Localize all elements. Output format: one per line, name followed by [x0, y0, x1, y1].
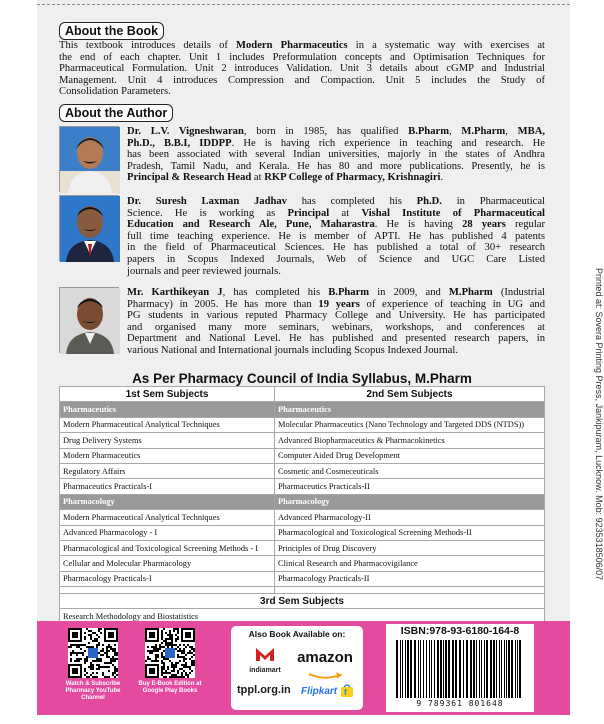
subject-cell: Pharmacology Practicals-I — [60, 571, 275, 586]
author-2-bio-line: Education and Research Ale, Pune, Maharastra. He is having 28 years regular — [127, 219, 545, 231]
qr1-caption: Watch & Subscribe Pharmacy YouTube Channel — [65, 681, 121, 701]
author-1-bio-line: Ph.D., B.B.I, IDDPP. He is having rich experience in teaching and research. He — [127, 137, 545, 149]
subject-row — [60, 525, 545, 540]
isbn-number: ISBN:978-93-6180-164-8 — [400, 625, 520, 637]
back-cover — [37, 0, 604, 715]
subject-row — [60, 433, 545, 448]
about-book-text — [59, 40, 545, 98]
subject-cell: Pharmacology — [60, 494, 275, 509]
category-row — [60, 494, 545, 509]
subject-cell: Drug Delivery Systems — [60, 433, 275, 448]
subject-row — [60, 540, 545, 555]
author-1-photo — [59, 126, 119, 192]
subject-cell: Advanced Biopharmaceutics & Pharmacokinetics — [275, 433, 545, 448]
also-available-box — [231, 626, 363, 710]
author-3-bio-line: Mr. Karthikeyan J, has completed his B.Pharm in 2009, and M.Pharm (Industrial — [127, 287, 545, 298]
about-book-line: Pharmaceutical Formulation. Unit 2 introduces Validation. Unit 3 details about cGMP and Industrial — [59, 63, 545, 75]
author-3-bio-line: Pharmacy) in 2005. He has more than 19 years of experience of teaching in UG and — [127, 298, 545, 310]
subject-cell: Pharmaceutics Practicals-II — [275, 479, 545, 494]
author-2-bio-line: Dr. Suresh Laxman Jadhav has completed his Ph.D. in Pharmaceutical — [127, 196, 545, 207]
indiamart-logo: indiamart — [243, 646, 287, 674]
author-2-bio-line: journals and peer reviewed journals. — [127, 265, 281, 277]
subject-cell: Cellular and Molecular Pharmacology — [60, 556, 275, 571]
flipkart-logo: Flipkart f — [301, 684, 354, 698]
sem3-heading-row — [60, 594, 545, 609]
isbn-barcode-box — [386, 624, 534, 712]
also-available-title: Also Book Available on: — [248, 629, 346, 639]
about-book-line: the end of each chapter. Unit 1 includes Preformulation concepts and Optimisation Techniques for — [59, 51, 545, 63]
subject-row — [60, 417, 545, 432]
author-1-bio-line: Pradesh, Tamil Nadu, and Kerala. He has 80 and more publications. Presently, he is — [127, 160, 545, 172]
about-book-line: This textbook introduces details of Modern Pharmaceutics in a systematic way with exercises at — [59, 40, 545, 51]
author-3-bio-line: PG students in various reputed Pharmacy College and University. He has participated — [127, 310, 545, 322]
flipkart-bag-icon — [340, 684, 354, 698]
about-author-heading: About the Author — [59, 104, 173, 122]
author-2-bio-line: in the field of Pharmaceutical Sciences. He has published a total of 30+ research — [127, 242, 545, 254]
author-2-bio-line: full time teaching experience. He is member of APTI. He has published 4 patents — [127, 230, 545, 242]
syllabus-title: As Per Pharmacy Council of India Syllabus, M.Pharm — [132, 371, 472, 386]
svg-text:f: f — [344, 688, 347, 697]
author-2-photo — [59, 195, 119, 261]
subject-cell: Modern Pharmaceutical Analytical Techniques — [60, 417, 275, 432]
subject-cell: Advanced Pharmacology-II — [275, 510, 545, 525]
subject-row — [60, 479, 545, 494]
subject-cell: Research Methodology and Biostatistics — [60, 609, 545, 624]
subject-row — [60, 556, 545, 571]
amazon-logo: amazon — [293, 650, 357, 684]
author-1-bio-line: Principal & Research Head at RKP College of Pharmacy, Krishnagiri. — [127, 172, 444, 184]
subject-cell: Pharmaceutics Practicals-I — [60, 479, 275, 494]
printer-side-note: Printed at: Sovera Printing Press, Jankipuram, Lucknow. Mob: 9235318506/07 — [594, 268, 604, 581]
subject-cell: Principles of Drug Discovery — [275, 540, 545, 555]
subject-row — [60, 463, 545, 478]
subject-cell: Pharmacology Practicals-II — [275, 571, 545, 586]
about-book-line: Consolidation Parameters. — [59, 86, 171, 98]
barcode — [394, 640, 526, 698]
about-book-line: Management. Unit 4 introduces Compression and Compaction. Unit 5 includes the Study of — [59, 74, 545, 86]
author-2-bio — [127, 196, 545, 277]
subject-cell: Regulatory Affairs — [60, 463, 275, 478]
subject-cell: Modern Pharmaceutics — [60, 448, 275, 463]
sem3-heading: 3rd Sem Subjects — [60, 594, 545, 609]
subject-row — [60, 510, 545, 525]
barcode-digits: 9 789361 801648 — [416, 699, 504, 708]
subject-cell: Pharmacological and Toxicological Screening Methods-II — [275, 525, 545, 540]
subject-cell: Computer Aided Drug Development — [275, 448, 545, 463]
author-1-bio-line: Dr. L.V. Vigneshwaran, born in 1985, has qualified B.Pharm, M.Pharm, MBA, — [127, 126, 545, 137]
author-1-bio — [127, 126, 545, 184]
author-3-bio-line: Department and National Level. He has published and presented research papers, in — [127, 333, 545, 345]
category-row — [60, 402, 545, 417]
author-3-bio-line: and organised many more seminars, webinars, workshops, and conferences at — [127, 321, 545, 333]
youtube-qr-code — [68, 628, 118, 678]
author-2-bio-line: papers in Scopus Indexed Journals, Web of Science and UGC Care Listed — [127, 253, 545, 265]
author-1-bio-line: has been associated with several Indian universities, majorly in the states of Andhra — [127, 149, 545, 161]
author-3-bio — [127, 287, 545, 357]
subject-cell: Pharmacological and Toxicological Screening Methods - I — [60, 540, 275, 555]
author-3-photo — [59, 287, 119, 353]
tppl-link[interactable]: tppl.org.in — [237, 684, 291, 696]
subject-cell: Advanced Pharmacology - I — [60, 525, 275, 540]
subject-cell: Cosmetic and Cosmeceuticals — [275, 463, 545, 478]
subject-cell: Modern Pharmaceutical Analytical Techniques — [60, 510, 275, 525]
author-3-bio-line: various National and International journals including Scopus Indexed Journal. — [127, 344, 458, 356]
subject-cell: Molecular Pharmaceutics (Nano Technology and Targeted DDS (NTDS)) — [275, 417, 545, 432]
subject-cell: Pharmaceutics — [275, 402, 545, 417]
syllabus-table — [59, 386, 545, 625]
subject-row — [60, 448, 545, 463]
sem1-heading: 1st Sem Subjects — [60, 387, 275, 402]
playbooks-qr-code — [145, 628, 195, 678]
trim-line — [37, 4, 570, 5]
indiamart-m-icon — [255, 646, 275, 662]
subject-cell: Pharmaceutics — [60, 402, 275, 417]
sem2-heading: 2nd Sem Subjects — [275, 387, 545, 402]
amazon-smile-icon — [305, 673, 345, 679]
subject-cell: Clinical Research and Pharmacovigilance — [275, 556, 545, 571]
subject-cell: Pharmacology — [275, 494, 545, 509]
subject-row — [60, 571, 545, 586]
qr2-caption: Buy E-Book Edition at Google Play Books — [138, 681, 202, 694]
author-2-bio-line: Science. He is working as Principal at Vishal Institute of Pharmaceutical — [127, 207, 545, 219]
about-book-heading: About the Book — [59, 22, 164, 40]
footer-band — [37, 621, 570, 715]
